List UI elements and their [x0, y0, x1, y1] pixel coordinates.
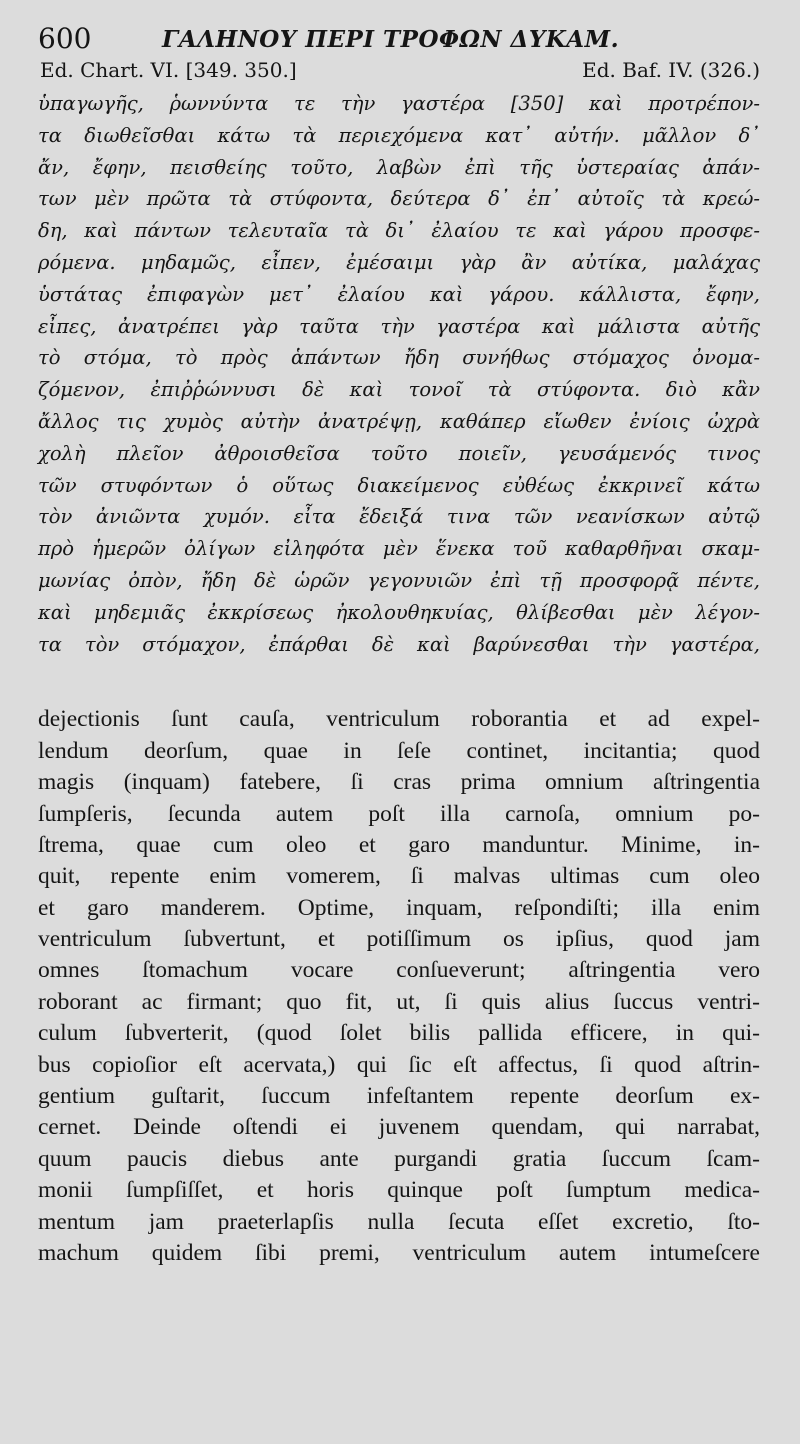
latin-text-line: mentum jam praeterlapſis nulla ſecuta eſſet excretio, ſto- [38, 1208, 760, 1235]
page-number: 600 [38, 22, 92, 55]
latin-text-line: ſtrema, quae cum oleo et garo manduntur. Minime, in- [38, 831, 760, 858]
latin-text-line: omnes ſtomachum vocare conſueverunt; aſtringentia vero [38, 957, 760, 984]
greek-text-line: ὑστάτας ἐπιφαγὼν μετ᾽ ἐλαίου καὶ γάρου. κάλλιστα, ἔφην, [38, 282, 760, 306]
latin-text-block [38, 704, 760, 1269]
greek-text-line: μωνίας ὀπὸν, ἤδη δὲ ὡρῶν γεγονυιῶν ἐπὶ τῇ προσφορᾷ πέντε, [38, 568, 760, 592]
latin-text-line: magis (inquam) fatebere, ſi cras prima omnium aſtringentia [38, 769, 760, 796]
greek-text-line: εἶπες, ἀνατρέπει γὰρ ταῦτα τὴν γαστέρα καὶ μάλιστα αὐτῆς [38, 314, 760, 338]
greek-text-line: ἄν, ἔφην, πεισθείης τοῦτο, λαβὼν ἐπὶ τῆς ὑστεραίας ἁπάν- [38, 155, 760, 179]
latin-text-line: bus copioſior eſt acervata,) qui ſic eſt affectus, ſi quod aſtrin- [38, 1051, 760, 1078]
latin-text-line: gentium guſtarit, ſuccum infeſtantem repente deorſum ex- [38, 1083, 760, 1110]
greek-text-line: τὸ στόμα, τὸ πρὸς ἁπάντων ἤδη συνήθως στόμαχος ὀνομα- [38, 346, 760, 370]
latin-text-line: ſumpſeris, ſecunda autem poſt illa carnoſa, omnium po- [38, 800, 760, 827]
greek-text-line: χολὴ πλεῖον ἀθροισθεῖσα τοῦτο ποιεῖν, γευσάμενός τινος [38, 441, 760, 465]
greek-text-line: τὸν ἀνιῶντα χυμόν. εἶτα ἔδειξά τινα τῶν νεανίσκων αὐτῷ [38, 505, 760, 529]
greek-text-line: των μὲν πρῶτα τὰ στύφοντα, δεύτερα δ᾽ ἐπ᾽ αὐτοῖς τὰ κρεώ- [38, 187, 760, 211]
latin-text-line: dejectionis ſunt cauſa, ventriculum roborantia et ad expel- [38, 706, 760, 733]
latin-text-line: cernet. Deinde oſtendi ei juvenem quendam, qui narrabat, [38, 1114, 760, 1141]
greek-text-line: ρόμενα. μηδαμῶς, εἶπεν, ἐμέσαιμι γὰρ ἂν αὐτίκα, μαλάχας [38, 250, 760, 274]
greek-text-line: ζόμενον, ἐπιῤῥώννυσι δὲ καὶ τονοῖ τὰ στύφοντα. διὸ κἂν [38, 378, 760, 402]
latin-text-line: culum ſubverterit, (quod ſolet bilis pallida efficere, in qui- [38, 1020, 760, 1047]
greek-text-line: ὑπαγωγῆς, ῥωννύντα τε τὴν γαστέρα [350] καὶ προτρέπον- [38, 92, 760, 115]
latin-text-line: quit, repente enim vomerem, ſi malvas ultimas cum oleo [38, 863, 760, 890]
edition-basel-reference: Ed. Baf. IV. (326.) [582, 58, 760, 82]
latin-text-line: et garo manderem. Optime, inquam, reſpondiſti; illa enim [38, 894, 760, 921]
latin-text-line: ventriculum ſubvertunt, et potiſſimum os ipſius, quod jam [38, 926, 760, 953]
page-header [38, 18, 760, 58]
greek-text-line: πρὸ ἡμερῶν ὀλίγων εἰληφότα μὲν ἕνεκα τοῦ καθαρθῆναι σκαμ- [38, 537, 760, 561]
greek-text-line: τῶν στυφόντων ὁ οὕτως διακείμενος εὐθέως ἐκκρινεῖ κάτω [38, 473, 760, 497]
running-head: ΓΑΛΗΝΟΥ ΠΕΡΙ ΤΡΟΦΩΝ ΔΥΚΑΜ. [162, 26, 620, 53]
greek-text-line: καὶ μηδεμιᾶς ἐκκρίσεως ἠκολουθηκυίας, θλίβεσθαι μὲν λέγον- [38, 600, 760, 624]
greek-text-line: τα τὸν στόμαχον, ἐπάρθαι δὲ καὶ βαρύνεσθαι τὴν γαστέρα, [38, 632, 760, 656]
latin-text-line: machum quidem ſibi premi, ventriculum autem intumeſcere [38, 1239, 760, 1266]
greek-text-line: δη, καὶ πάντων τελευταῖα τὰ δι᾽ ἐλαίου τε καὶ γάρου προσφε- [38, 219, 760, 243]
latin-text-line: monii ſumpſiſſet, et horis quinque poſt ſumptum medica- [38, 1177, 760, 1204]
latin-text-line: lendum deorſum, quae in ſeſe continet, incitantia; quod [38, 737, 760, 764]
greek-text-line: ἄλλος τις χυμὸς αὐτὴν ἀνατρέψῃ, καθάπερ εἴωθεν ἐνίοις ὠχρὰ [38, 409, 760, 433]
edition-references [38, 58, 760, 86]
greek-text-block [38, 88, 760, 660]
greek-text-line: τα διωθεῖσθαι κάτω τὰ περιεχόμενα κατ᾽ αὐτήν. μᾶλλον δ᾽ [38, 123, 760, 147]
latin-text-line: roborant ac firmant; quo fit, ut, ſi quis alius ſuccus ventri- [38, 988, 760, 1015]
latin-text-line: quum paucis diebus ante purgandi gratia ſuccum ſcam- [38, 1145, 760, 1172]
edition-chartier-reference: Ed. Chart. VI. [349. 350.] [40, 58, 297, 82]
